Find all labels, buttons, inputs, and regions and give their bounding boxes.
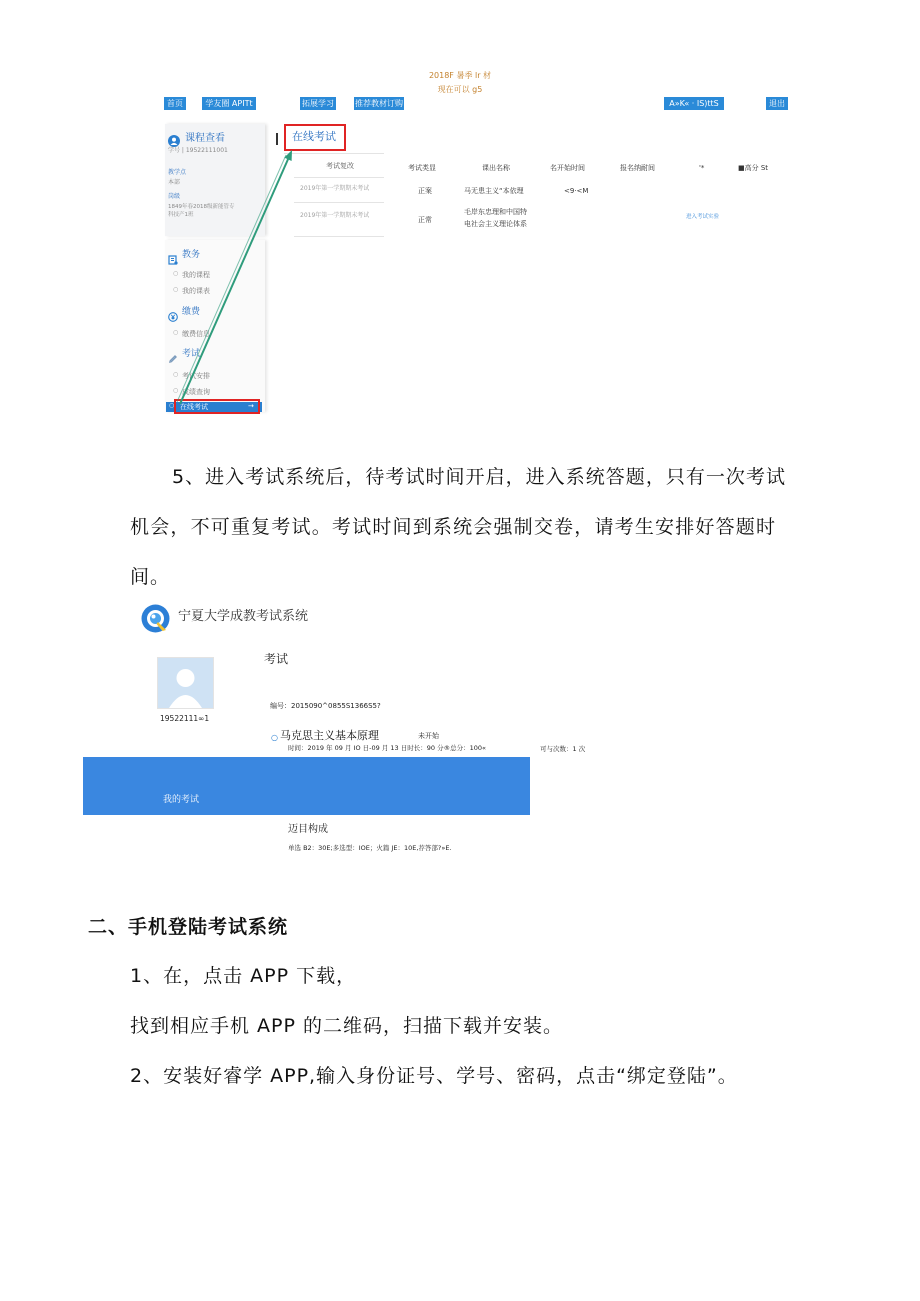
arrow-right-icon: → <box>248 402 254 410</box>
class-value-2: 科技产1班 <box>168 212 194 218</box>
exam-list-item[interactable]: 2019年第一学期期末考试 <box>300 185 370 192</box>
structure-detail: 单选 B2：30E;多选型：IOE；火篇 JE：10E,荐答部?»E. <box>288 844 452 852</box>
exam-section-title: 考试 <box>264 652 289 666</box>
table-cell-course: 马无患主义“本依理 <box>464 187 524 195</box>
sidebar-item-grade-query[interactable]: 成绩查询 <box>182 388 210 396</box>
step2-line: 2、安装好睿学 APP,输入身份证号、学号、密码，点击“绑定登陆”。 <box>130 1065 738 1087</box>
nav-user-info[interactable]: A»K« · IS)ttS <box>664 97 724 110</box>
table-header-registration: 报名纳耐间 <box>620 164 655 172</box>
step5-line-2: 机会，不可重复考试。考试时间到系统会强制交卷，请考生安排好答题时 <box>130 517 776 538</box>
table-cell-type: 正常 <box>418 216 432 224</box>
step5-line-1: 5、进入考试系统后，待考试时间开启，进入系统答题，只有一次考试 <box>172 467 786 488</box>
exam-system-logo-icon <box>140 603 171 634</box>
step5-line-3: 间。 <box>130 566 171 588</box>
notice-line-1: 2018F 暑季 lr 材 <box>428 71 492 80</box>
sidebar-section-payment[interactable]: 缴费 <box>182 307 201 317</box>
my-exams-label[interactable]: 我的考试 <box>163 795 200 805</box>
exam-list-header: 考试复改 <box>326 162 354 170</box>
nav-community[interactable]: 学友圈 APITt <box>202 97 256 110</box>
exam-attempts: 可与次数：1 次 <box>540 745 586 753</box>
sidebar-item-exam-schedule[interactable]: 考试安排 <box>182 372 210 380</box>
exam-system-title: 宁夏大学成教考试系统 <box>178 609 309 624</box>
bullet-icon: ○ <box>173 387 179 394</box>
section2-heading: 二、手机登陆考试系统 <box>88 916 289 938</box>
nav-textbook-order[interactable]: 推荐教材订购 <box>355 99 403 108</box>
structure-title: 迈目构成 <box>288 824 328 835</box>
table-cell-course-line-2: 电社会主义理论体系 <box>464 220 527 228</box>
table-header-exam-type: 考试类显 <box>408 164 436 172</box>
avatar <box>157 657 214 709</box>
bullet-icon: ○ <box>173 329 179 336</box>
annotation-arrow <box>150 130 310 420</box>
sidebar-item-my-timetable[interactable]: 我的课表 <box>182 287 210 295</box>
sidebar-item-online-exam-label[interactable]: 在线考试 <box>180 403 208 411</box>
center-value: 本部 <box>168 179 181 186</box>
exam-status: 未开始 <box>418 732 439 740</box>
table-cell-start: <9·<M <box>564 187 589 195</box>
nav-logout[interactable]: 退出 <box>766 97 788 110</box>
enter-exam-link[interactable]: 进入考试实验 <box>686 214 720 220</box>
bullet-icon: ○ <box>173 270 179 277</box>
step1-line-2: 找到相应手机 APP 的二维码，扫描下载并安装。 <box>130 1015 563 1037</box>
class-label: 岗级 <box>168 193 181 200</box>
profile-title[interactable]: 课程查看 <box>185 133 225 144</box>
step1-line-1: 1、在，点击 APP 下载， <box>130 965 357 987</box>
student-number: 19522111∞1 <box>160 714 210 723</box>
nav-extended-learning[interactable]: 拓展学习 <box>302 99 334 108</box>
table-header-start-time: 名开始时间 <box>550 164 585 172</box>
bullet-icon: ○ <box>169 402 175 409</box>
avatar-icon <box>158 658 213 708</box>
my-exams-bar[interactable] <box>83 757 530 815</box>
exam-time-info: 时间：2019 年 09 月 IO 日-09 月 13 日时长：90 分®总分：100« <box>288 744 486 752</box>
table-header-col5: '* <box>699 164 705 172</box>
online-exam-title[interactable]: 在线考试 <box>292 130 336 143</box>
bullet-icon: ○ <box>173 286 179 293</box>
exam-name[interactable]: 马克思主义基本原理 <box>280 729 379 742</box>
bullet-icon: ○ <box>173 371 179 378</box>
table-header-score: ■高分 St <box>738 164 769 172</box>
table-header-course-name: 课出名称 <box>482 164 510 172</box>
table-cell-course-line-1: 毛岸东忠理和中国特 <box>464 208 527 216</box>
sidebar-item-my-courses[interactable]: 我的课程 <box>182 271 210 279</box>
notice-line-2: 现在可以 g5 <box>437 85 483 94</box>
class-value-1: 1849年春2018级新能管专 <box>168 204 235 210</box>
center-label: 教学点 <box>168 169 187 176</box>
sidebar-item-payment-info[interactable]: 缴费信息 <box>182 330 210 338</box>
exam-code: 编号：2015090^0855S1366S5? <box>270 702 381 710</box>
table-cell-type: 正案 <box>418 187 432 195</box>
nav-home[interactable]: 首页 <box>164 97 186 110</box>
student-id: 学号 | 19522111001 <box>168 147 228 154</box>
exam-bullet-icon: ○ <box>271 733 278 742</box>
exam-list-item[interactable]: 2019年第一学期期末考试 <box>300 212 370 219</box>
sidebar-section-exam[interactable]: 考试 <box>182 349 201 359</box>
sidebar-section-academic[interactable]: 教务 <box>182 250 201 260</box>
